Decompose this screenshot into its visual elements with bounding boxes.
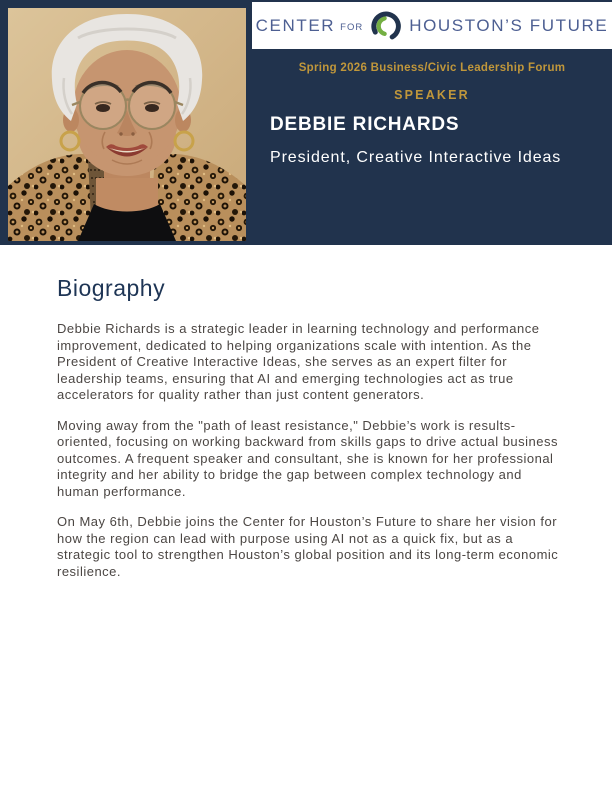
logo-word-for: FOR bbox=[340, 22, 364, 33]
header-banner bbox=[0, 0, 612, 245]
speaker-label: SPEAKER bbox=[394, 88, 470, 102]
chf-swirl-icon bbox=[369, 9, 403, 43]
logo-word-rest: HOUSTON’S FUTURE bbox=[409, 15, 609, 35]
portrait-image bbox=[8, 8, 246, 241]
biography-section bbox=[0, 245, 612, 594]
logo bbox=[252, 2, 612, 49]
biography-paragraph: Debbie Richards is a strategic leader in learning technology and performance improvement, dedicated to helping organizations scale with intention. As the President of Creative Interactive Ideas, she serves as an expert filter for leadership teams, ensuring that AI and emerging technologies act as true accelerators for quality rather than just content generators. bbox=[57, 321, 540, 402]
speaker-name: DEBBIE RICHARDS bbox=[270, 114, 460, 135]
speaker-title: President, Creative Interactive Ideas bbox=[270, 149, 562, 166]
speaker-photo bbox=[8, 8, 246, 241]
biography-heading: Biography bbox=[57, 275, 166, 301]
forum-title: Spring 2026 Business/Civic Leadership Forum bbox=[298, 62, 566, 74]
biography-paragraph: Moving away from the "path of least resistance," Debbie’s work is results-oriented, focusing on working backward from skills gaps to drive actual business outcomes. A frequent speaker and consultant, she is known for her professional integrity and her ability to bridge the gap between complex technology and human performance. bbox=[57, 417, 559, 499]
biography-body bbox=[57, 321, 568, 580]
biography-paragraph: On May 6th, Debbie joins the Center for Houston’s Future to share her vision for how the region can lead with purpose using AI not as a quick fix, but as a strategic tool to strengthen Houston’s global position and its long-term economic resilience. bbox=[57, 514, 559, 579]
logo-word-center: CENTER bbox=[255, 15, 336, 35]
